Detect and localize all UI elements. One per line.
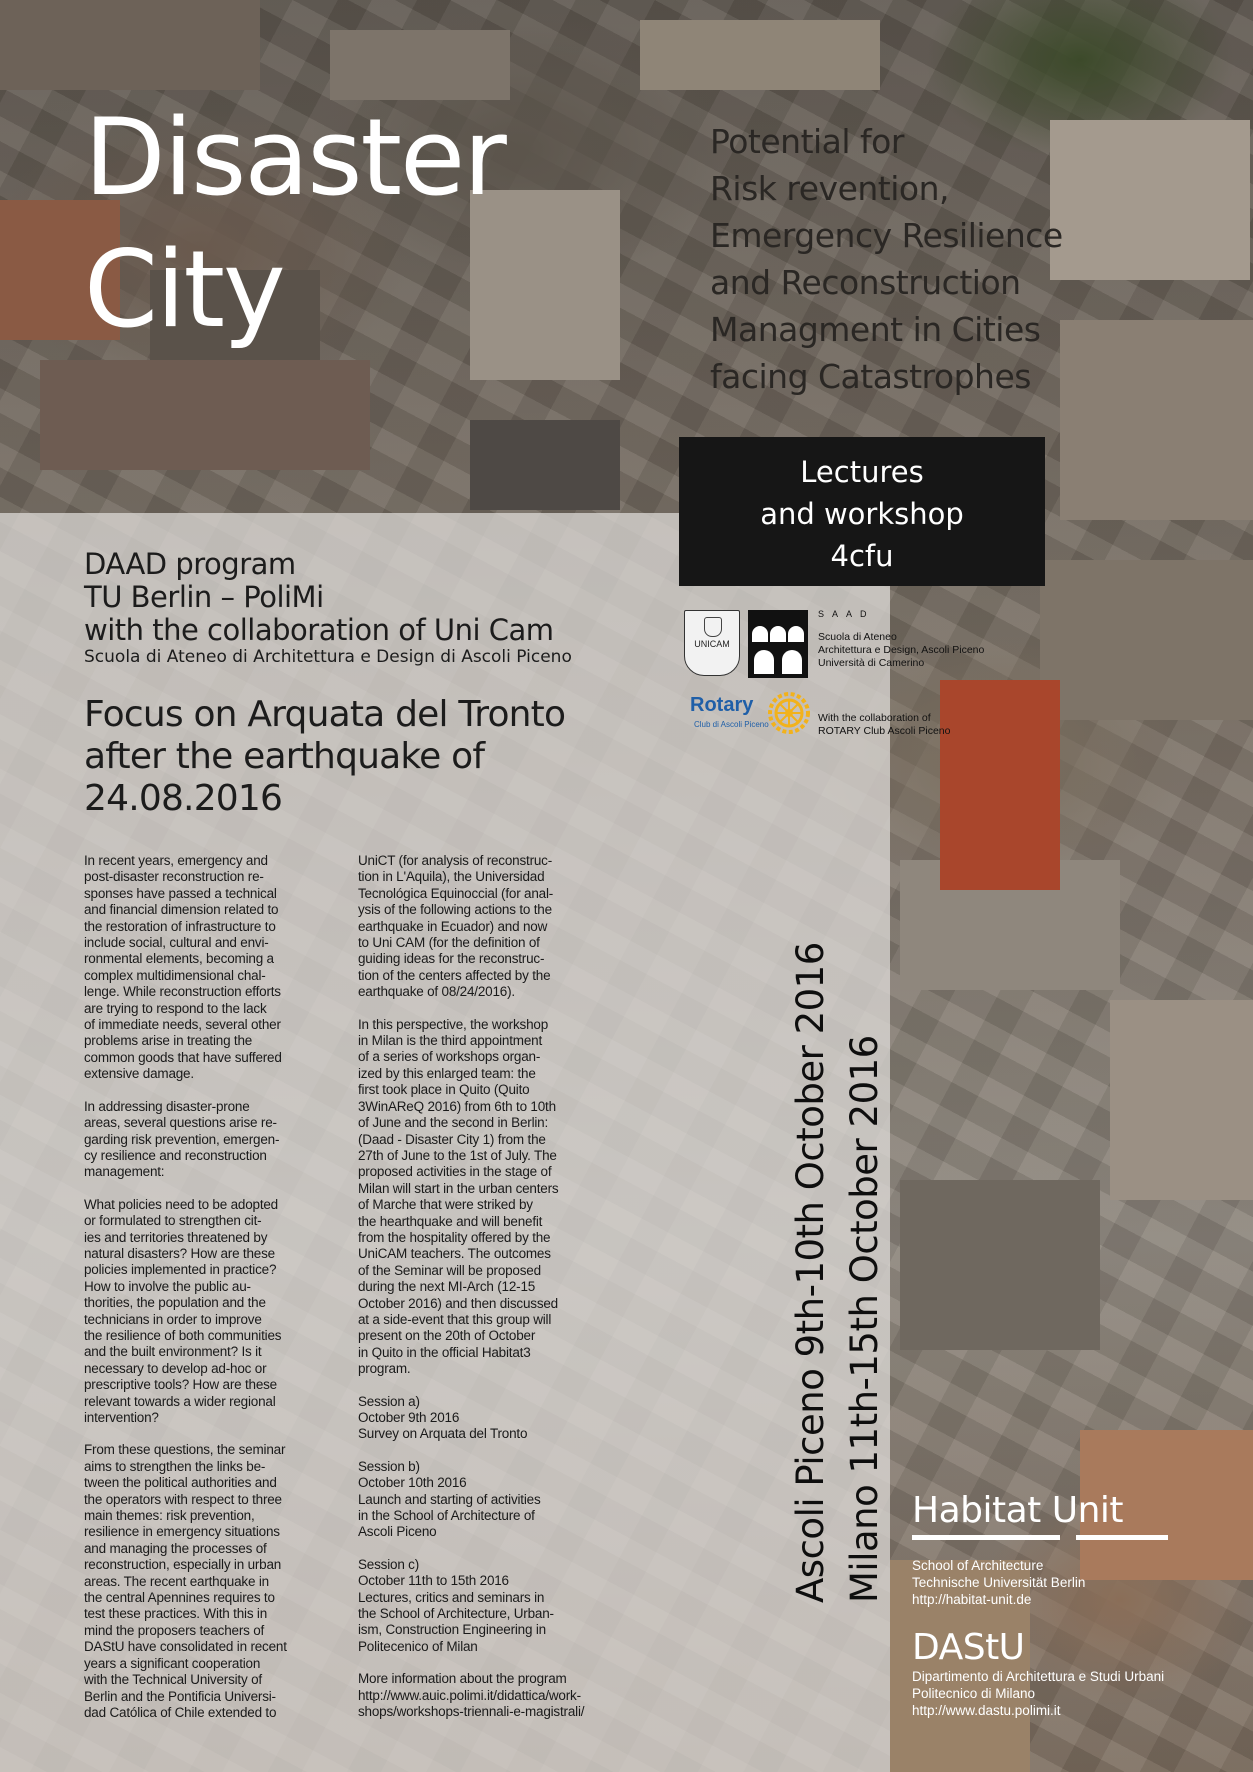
habitat-unit-rule	[912, 1535, 1168, 1543]
rotary-wheel-icon	[768, 692, 810, 734]
subtitle-line: facing Catastrophes	[710, 357, 1031, 396]
subtitle-line: Emergency Resilience	[710, 216, 1063, 255]
rotary-text-line: ROTARY Club Ascoli Piceno	[818, 725, 951, 737]
rotary-club-name: Club di Ascoli Piceno	[694, 720, 769, 729]
session-c: Session c) October 11th to 15th 2016 Lectures, critics and seminars in the School of Architecture, Urban- ism, Construction Engineering in Politeceni​co of Milan	[358, 1556, 554, 1654]
dastu-info-line: Politecnico di Milano	[912, 1686, 1036, 1701]
session-a: Session a) October 9th 2016 Survey on Arquata del Tronto	[358, 1393, 528, 1442]
more-info-link[interactable]: More information about the program http://www.auic.polimi.it/didattica/work- shops/workshops-triennali-e-magistrali/	[358, 1671, 585, 1720]
subtitle-line: Risk revention,	[710, 169, 949, 208]
subtitle-line: and Reconstruction	[710, 263, 1021, 302]
dastu-name: DAStU	[912, 1627, 1025, 1668]
title-line: City	[84, 228, 284, 351]
focus-line: after the earthquake of	[84, 736, 485, 777]
focus-line: Focus on Arquata del Tronto	[84, 694, 566, 735]
program-line: TU Berlin – PoliMi	[84, 580, 324, 614]
roof-block	[1040, 560, 1253, 720]
program-school: Scuola di Ateneo di Architettura e Design di Ascoli Piceno	[84, 647, 572, 667]
rotary-text	[818, 712, 950, 738]
program-line: DAAD program	[84, 547, 296, 581]
saad-text-line: Scuola di Ateneo	[818, 631, 897, 643]
habitat-unit-name: Habitat Unit	[912, 1490, 1124, 1531]
body-column-right	[358, 853, 598, 1737]
lectures-line: and workshop	[760, 497, 964, 531]
lectures-line: 4cfu	[830, 539, 894, 573]
poster-title	[84, 92, 505, 356]
saad-logo	[748, 610, 808, 678]
body-column-left	[84, 853, 312, 1737]
rotary-wordmark: Rotary	[690, 694, 754, 716]
body-paragraph: UniCT (for analysis of reconstruc- tion in L'Aquila), the Universidad Tecnológica Equinoccial (for anal- ysis of the following actions to the earthquake in Ecuador) and now to Uni CAM (for the definition of guiding ideas for the reconstruc- tion of the centers affected by the earthquake of 08/24/2016).	[358, 853, 554, 1000]
event-dates	[784, 942, 892, 1603]
session-b: Session b) October 10th 2016 Launch and starting of activities in the School of Architecture of Ascoli Piceno	[358, 1458, 541, 1540]
saad-letters: SAAD	[818, 609, 875, 619]
unicam-logo-text: UNICAM	[694, 639, 730, 649]
program-line: with the collaboration of Uni Cam	[84, 613, 554, 647]
program-info	[84, 548, 572, 667]
focus-heading	[84, 694, 644, 820]
unicam-logo	[684, 610, 740, 676]
focus-line: 24.08.2016	[84, 778, 283, 819]
roof-block	[900, 1180, 1100, 1350]
roof-block	[470, 420, 620, 510]
body-paragraph: What policies need to be adopted or formulated to strengthen cit- ies and territories threatened by natural disasters? How are these policies implemented in practice? How to involve the public au- thorities, the population and the technicians in order to improve the resilience of both communities and the built environment? Is it necessary to develop ad-hoc or prescriptive tools? How are these relevant towards a wider regional intervention?	[84, 1196, 282, 1425]
partner-logos	[684, 604, 1024, 744]
date-line-milano: Milano 11th-15th October 2016	[843, 1035, 886, 1603]
lectures-line: Lectures	[800, 455, 924, 489]
habitat-info-line: School of Architecture	[912, 1558, 1044, 1573]
roof-block	[0, 0, 260, 90]
body-paragraph: In recent years, emergency and post-disaster reconstruction re- sponses have passed a technical and financial dimension related to the restoration of infrastructure to include social, cultural and envi- ronmental elements, becoming a complex multidimensional chal- lenge. While reconstruction efforts are trying to respond to the lack of immediate needs, several other problems arise in treating the common goods that have suffered extensive damage.	[84, 853, 282, 1082]
habitat-unit-block	[912, 1491, 1168, 1608]
body-paragraph: In this perspective, the workshop in Milan is the third appointment of a series of workshops organ- ized by this enlarged team: the first took place in Quito (Quito 3WinAReQ 2016) from 6th to 10th of June and the second in Berlin: (Daad - Disaster City 1) from the 27th of June to the 1st of July. The proposed activities in the stage of Milan will start in the urban centers of Marche that were striked by the hearthquake and will benefit from the hospitality offered by the UniCAM teachers. The outcomes of the Seminar will be proposed during the next MI-Arch (12-15 October 2016) and then discussed at a side-event that this group will present on the 20th of October in Quito in the official Habitat3 program.	[358, 1016, 559, 1377]
saad-text	[818, 609, 985, 670]
date-line-ascoli: Ascoli Piceno 9th-10th October 2016	[789, 942, 832, 1603]
habitat-link[interactable]: http://habitat-unit.de	[912, 1592, 1032, 1607]
crest-icon	[704, 617, 722, 637]
roof-block	[1110, 1000, 1253, 1200]
saad-text-line: Architettura e Design, Ascoli Piceno	[818, 644, 985, 656]
dastu-info-line: Dipartimento di Architettura e Studi Urbani	[912, 1669, 1165, 1684]
lectures-box	[679, 437, 1045, 586]
saad-text-line: Università di Camerino	[818, 657, 925, 669]
subtitle-line: Managment in Cities	[710, 310, 1041, 349]
habitat-info-line: Technische Universität Berlin	[912, 1575, 1086, 1590]
roof-block	[40, 360, 370, 470]
dastu-block	[912, 1628, 1164, 1719]
roof-block	[330, 30, 510, 100]
poster-subtitle	[710, 118, 1140, 400]
body-paragraph: In addressing disaster-prone areas, several questions arise re- garding risk prevention, emergen- cy resilience and reconstruction management:	[84, 1098, 280, 1180]
dastu-link[interactable]: http://www.dastu.polimi.it	[912, 1703, 1061, 1718]
rotary-logo	[690, 692, 810, 738]
subtitle-line: Potential for	[710, 122, 904, 161]
rotary-text-line: With the collaboration of	[818, 712, 931, 724]
title-line: Disaster	[84, 96, 505, 219]
body-paragraph: From these questions, the seminar aims to strengthen the links be- tween the political authorities and the operators with respect to three main themes: risk prevention, resilience in emergency situations and managing the processes of reconstruction, especially in urban areas. The recent earthquake in the central Apennines requires to test these practices. With this in mind the proposers teachers of DAStU have consolidated in recent years a significant cooperation with the Technical University of Berlin and the Pontificia Universi- dad Católica of Chile extended to	[84, 1442, 287, 1720]
roof-block	[640, 20, 880, 90]
